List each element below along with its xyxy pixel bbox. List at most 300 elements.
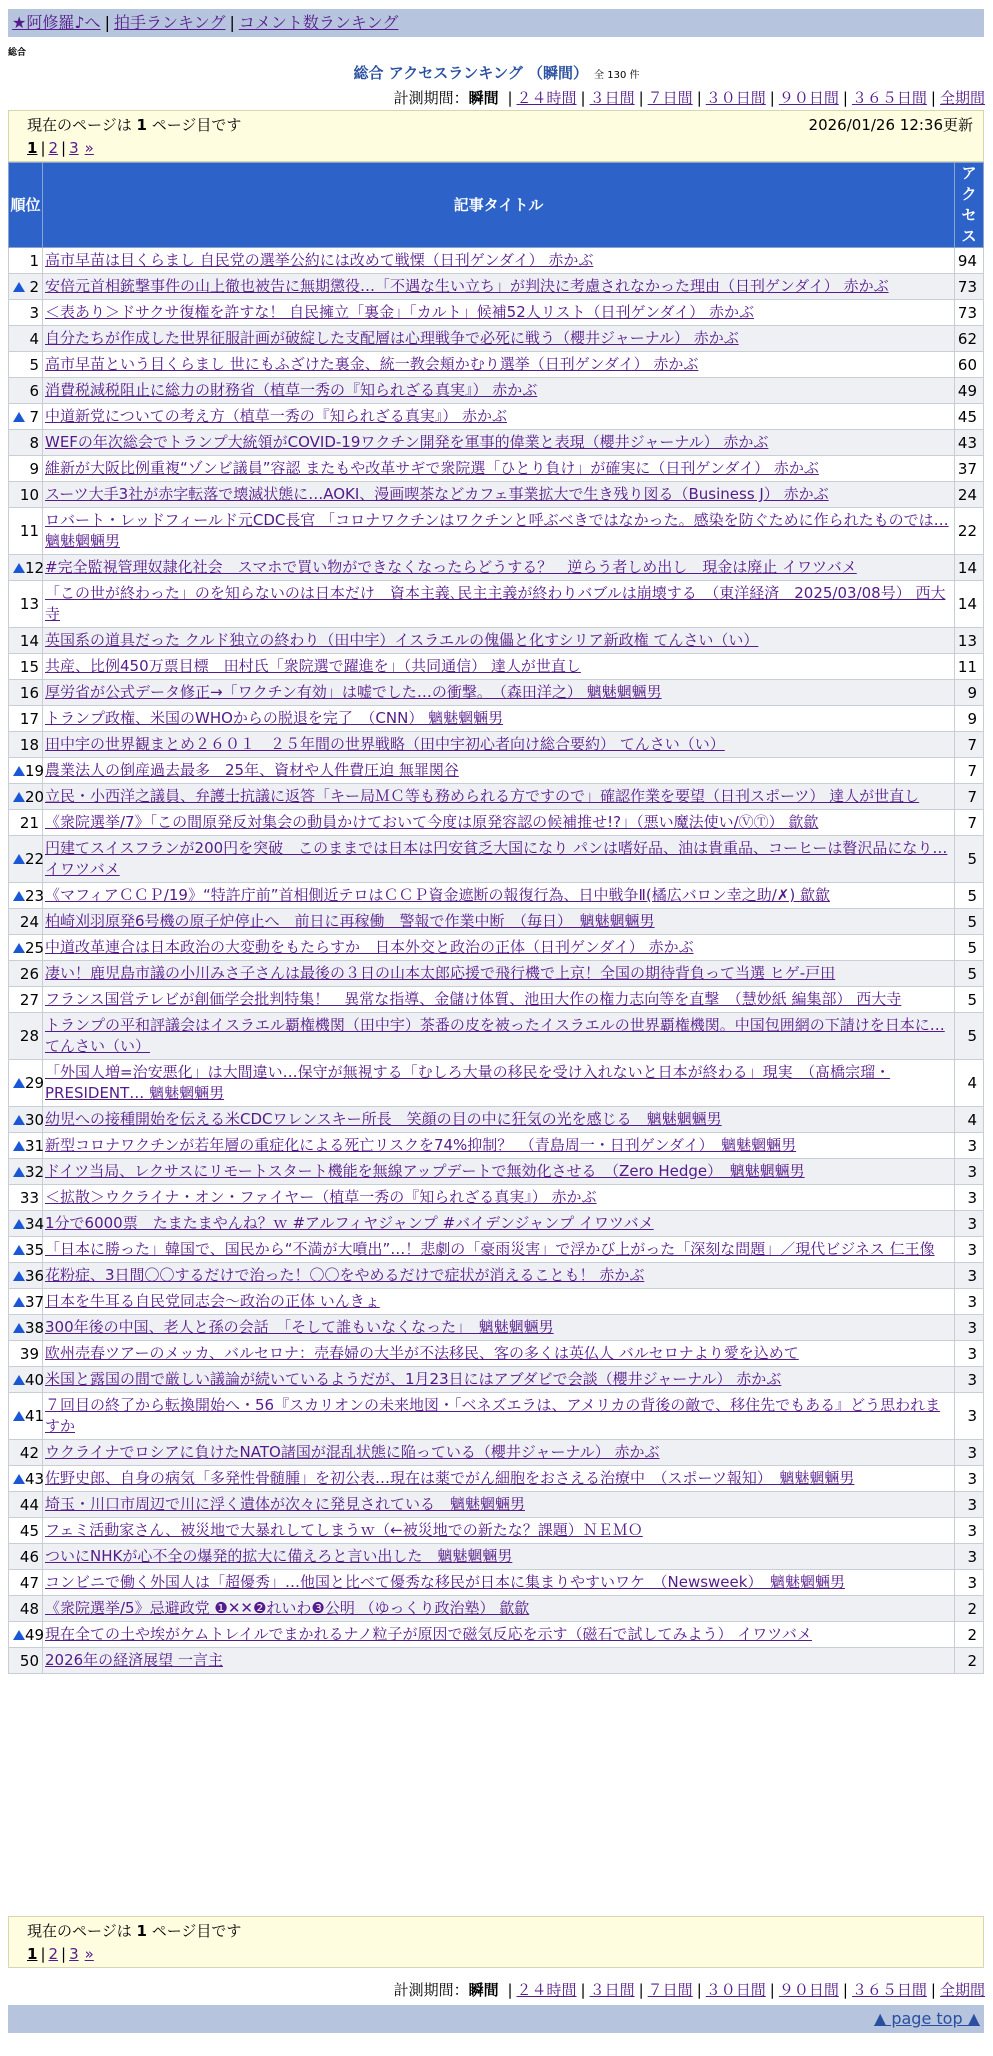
- period-option-link[interactable]: ３日間: [589, 89, 635, 107]
- article-title-link[interactable]: フェミ活動家さん、被災地で大暴れしてしまうｗ（←被災地での新たな？課題）ＮＥＭＯ: [45, 1521, 643, 1539]
- period-separator: |: [930, 89, 936, 107]
- rank-number: 21: [19, 813, 39, 832]
- rank-number: 36: [25, 1266, 45, 1285]
- article-title-link[interactable]: 1分で6000票 たまたまやんね？ｗ #アルフィヤジャンプ #バイデンジャンプ イワツバメ: [45, 1214, 654, 1232]
- period-option-link[interactable]: ３０日間: [705, 1981, 766, 1999]
- access-count: 3: [955, 1263, 984, 1289]
- ranking-row: [9, 1289, 984, 1315]
- article-title-link[interactable]: 英国系の道具だった クルド独立の終わり（田中宇）イスラエルの傀儡と化すシリア新政権 てんさい（い）: [45, 631, 759, 649]
- rank-number: 24: [19, 912, 39, 931]
- access-count: 4: [955, 1107, 984, 1133]
- rank-number: 16: [19, 683, 39, 702]
- ranking-row: [9, 482, 984, 508]
- article-title-link[interactable]: 立民・小西洋之議員、弁護士抗議に返答「キー局ＭＣ等も務められる方ですので」確認作業を要望（日刊スポーツ） 達人が世直し: [45, 787, 920, 805]
- article-title-link[interactable]: 300年後の中国、老人と孫の会話 「そして誰もいなくなった」 魑魅魍魎男: [45, 1318, 554, 1336]
- article-title-link[interactable]: 米国と露国の間で厳しい議論が続いているようだが、1月23日にはアブダビで会談（櫻井ジャーナル） 赤かぶ: [45, 1370, 782, 1388]
- rank-number: 34: [25, 1214, 45, 1233]
- rank-cell: [9, 404, 43, 430]
- article-title-link[interactable]: 花粉症、3日間〇〇するだけで治った！〇〇をやめるだけで症状が消えることも！ 赤かぶ: [45, 1266, 645, 1284]
- access-count: 73: [955, 300, 984, 326]
- access-count: 3: [955, 1315, 984, 1341]
- rank-up-arrow-icon: [13, 1375, 25, 1385]
- rank-number: 48: [19, 1599, 39, 1618]
- article-title-link[interactable]: 維新が大阪比例重複“ゾンビ議員”容認 またもや改革サギで衆院選「ひとり負け」が確実に（日刊ゲンダイ） 赤かぶ: [45, 459, 819, 477]
- article-title-link[interactable]: 2026年の経済展望 一言主: [45, 1651, 223, 1669]
- title-cell: [43, 274, 955, 300]
- title-cell: [43, 1133, 955, 1159]
- title-cell: [43, 1648, 955, 1674]
- rank-number: 13: [19, 595, 39, 613]
- period-option-link[interactable]: ９０日間: [778, 1981, 839, 1999]
- page-info-box: [8, 110, 984, 162]
- rank-cell: [9, 1492, 43, 1518]
- rank-number: 47: [19, 1573, 39, 1592]
- access-count: 9: [955, 706, 984, 732]
- rank-cell: [9, 1263, 43, 1289]
- access-count: 3: [955, 1466, 984, 1492]
- rank-cell: [9, 482, 43, 508]
- article-title-link[interactable]: 「この世が終わった」のを知らないのは日本だけ 資本主義､民主主義が終わりバブルは崩壊する （東洋経済 2025/03/08号） 西大寺: [45, 584, 946, 623]
- access-count: 11: [955, 654, 984, 680]
- rank-cell: [9, 732, 43, 758]
- article-title-link[interactable]: ウクライナでロシアに負けたNATO諸国が混乱状態に陥っている（櫻井ジャーナル） 赤かぶ: [45, 1443, 660, 1461]
- ranking-row: [9, 1518, 984, 1544]
- page-info-box-bottom: [8, 1916, 984, 1968]
- rank-up-arrow-icon: [13, 1115, 25, 1125]
- rank-cell: [9, 1622, 43, 1648]
- rank-up-arrow-icon: [13, 766, 25, 776]
- rank-number: 7: [29, 407, 39, 426]
- category-tag: 総合: [8, 48, 27, 58]
- current-page-text: 現在のページは 1 ページ目です: [27, 1922, 242, 1940]
- rank-cell: [9, 883, 43, 909]
- period-current: 瞬間: [468, 89, 499, 107]
- article-title-link[interactable]: 「日本に勝った」韓国で、国民から“不満が大噴出”…！悲劇の「豪雨災害」で浮かび上がった「深刻な問題」／現代ビジネス 仁王像: [45, 1240, 935, 1258]
- rank-cell: [9, 1107, 43, 1133]
- ranking-row: [9, 1596, 984, 1622]
- article-title-link[interactable]: スーツ大手3社が赤字転落で壊滅状態に…AOKI、漫画喫茶などカフェ事業拡大で生き残り図る（Business J） 赤かぶ: [45, 485, 829, 503]
- ranking-row: [9, 1544, 984, 1570]
- next-page-link[interactable]: »: [84, 1945, 94, 1963]
- page-link[interactable]: 3: [69, 139, 79, 157]
- title-cell: [43, 1263, 955, 1289]
- rank-number: 43: [25, 1469, 45, 1488]
- access-count: 73: [955, 274, 984, 300]
- pager-separator: |: [61, 139, 67, 157]
- period-separator: |: [769, 89, 775, 107]
- period-separator: |: [842, 1981, 848, 1999]
- title-cell: [43, 1622, 955, 1648]
- article-title-link[interactable]: 安倍元首相銃撃事件の山上徹也被告に無期懲役…「不遇な生い立ち」が判決に考慮されなかった理由（日刊ゲンダイ） 赤かぶ: [45, 277, 889, 295]
- ranking-row: [9, 1570, 984, 1596]
- period-option-link[interactable]: 全期間: [939, 89, 985, 107]
- article-title-link[interactable]: 欧州売春ツアーのメッカ、バルセロナ：売春婦の大半が不法移民、客の多くは英仏人 バルセロナより愛を込めて: [45, 1344, 799, 1362]
- article-title-link[interactable]: 高市早苗は目くらまし 自民党の選挙公約には改めて戦慄（日刊ゲンダイ） 赤かぶ: [45, 251, 594, 269]
- rank-cell: [9, 1440, 43, 1466]
- rank-number: 19: [25, 761, 45, 780]
- rank-up-arrow-icon: [13, 1630, 25, 1640]
- next-page-link[interactable]: »: [84, 139, 94, 157]
- page-top-link[interactable]: ▲ page top ▲: [873, 2009, 980, 2028]
- ranking-row: [9, 1263, 984, 1289]
- rank-number: 12: [25, 558, 45, 577]
- access-count: 5: [955, 836, 984, 883]
- title-cell: [43, 1185, 955, 1211]
- ranking-row: [9, 1648, 984, 1674]
- pagination: [27, 139, 973, 157]
- rank-cell: [9, 1648, 43, 1674]
- ranking-row: [9, 248, 984, 274]
- period-separator: |: [930, 1981, 936, 1999]
- nav-separator: |: [229, 13, 235, 32]
- title-cell: [43, 1315, 955, 1341]
- access-count: 5: [955, 883, 984, 909]
- title-cell: [43, 1518, 955, 1544]
- rank-up-arrow-icon: [13, 1078, 25, 1088]
- rank-up-arrow-icon: [13, 792, 25, 802]
- period-option-link[interactable]: ９０日間: [778, 89, 839, 107]
- title-cell: [43, 810, 955, 836]
- rank-number: 2: [29, 277, 39, 296]
- title-cell: [43, 1060, 955, 1107]
- rank-number: 33: [19, 1188, 39, 1207]
- rank-number: 32: [25, 1162, 45, 1181]
- title-cell: [43, 1289, 955, 1315]
- access-count: 3: [955, 1159, 984, 1185]
- pager-separator: |: [40, 1945, 46, 1963]
- title-cell: [43, 1341, 955, 1367]
- rank-number: 27: [19, 990, 39, 1009]
- rank-number: 35: [25, 1240, 45, 1259]
- article-title-link[interactable]: 中道改革連合は日本政治の大変動をもたらすか 日本外交と政治の正体（日刊ゲンダイ） 赤かぶ: [45, 938, 694, 956]
- title-cell: [43, 784, 955, 810]
- rank-cell: [9, 680, 43, 706]
- title-cell: [43, 352, 955, 378]
- access-count: 7: [955, 732, 984, 758]
- title-cell: [43, 909, 955, 935]
- ranking-row: [9, 1341, 984, 1367]
- rank-cell: [9, 961, 43, 987]
- period-separator: |: [580, 1981, 586, 1999]
- access-count: 60: [955, 352, 984, 378]
- article-title-link[interactable]: 《衆院選挙/7》「この間原発反対集会の動員かけておいて今度は原発容認の候補推せ!?」（悪い魔法使い/ⓋⓉ） 歙歙: [45, 813, 819, 831]
- article-title-link[interactable]: 佐野史郎、自身の病気「多発性骨髄腫」を初公表…現在は薬でがん細胞をおさえる治療中 （スポーツ報知） 魑魅魍魎男: [45, 1469, 855, 1487]
- access-count: 37: [955, 456, 984, 482]
- article-title-link[interactable]: 凄い！鹿児島市議の小川みさ子さんは最後の３日の山本太郎応援で飛行機で上京！全国の期待背負って当選 ヒゲ-戸田: [45, 964, 836, 982]
- access-count: 24: [955, 482, 984, 508]
- rank-cell: [9, 1367, 43, 1393]
- article-title-link[interactable]: 《衆院選挙/5》忌避政党 ❶✕✕❷れいわ❸公明 （ゆっくり政治塾） 歙歙: [45, 1599, 530, 1617]
- rank-number: 31: [25, 1136, 45, 1155]
- period-separator: |: [580, 89, 586, 107]
- article-title-link[interactable]: WEFの年次総会でトランプ大統領がCOVID-19ワクチン開発を軍事的偉業と表現（櫻井ジャーナル） 赤かぶ: [45, 433, 769, 451]
- article-title-link[interactable]: トランプ政権、米国のWHOからの脱退を完了 （CNN） 魑魅魍魎男: [45, 709, 504, 727]
- ranking-row: [9, 654, 984, 680]
- ranking-table: [8, 162, 984, 1674]
- title-cell: [43, 961, 955, 987]
- rank-number: 39: [19, 1344, 39, 1363]
- access-count: 5: [955, 987, 984, 1013]
- rank-cell: [9, 1185, 43, 1211]
- ranking-row: [9, 987, 984, 1013]
- rank-cell: [9, 1013, 43, 1060]
- title-cell: [43, 1596, 955, 1622]
- period-label: 計測期間：: [393, 1981, 469, 1999]
- article-title-link[interactable]: 新型コロナワクチンが若年層の重症化による死亡リスクを74%抑制？ （青島周一・日刊ゲンダイ） 魑魅魍魎男: [45, 1136, 797, 1154]
- rank-number: 8: [29, 433, 39, 452]
- article-title-link[interactable]: 農業法人の倒産過去最多 25年、資材や人件費圧迫 無罪関谷: [45, 761, 459, 779]
- ranking-row: [9, 1060, 984, 1107]
- rank-cell: [9, 935, 43, 961]
- rank-number: 11: [19, 522, 39, 540]
- title-cell: [43, 654, 955, 680]
- title-cell: [43, 987, 955, 1013]
- rank-number: 4: [29, 329, 39, 348]
- article-title-link[interactable]: 中道新党についての考え方（植草一秀の『知られざる真実』） 赤かぶ: [45, 407, 507, 425]
- access-count: 3: [955, 1492, 984, 1518]
- access-count: 5: [955, 909, 984, 935]
- pager-separator: |: [61, 1945, 67, 1963]
- title-cell: [43, 732, 955, 758]
- rank-cell: [9, 456, 43, 482]
- period-option-link[interactable]: ７日間: [647, 89, 693, 107]
- ranking-title-block: [0, 62, 993, 83]
- period-option-link[interactable]: ３日間: [589, 1981, 635, 1999]
- title-cell: [43, 581, 955, 628]
- article-title-link[interactable]: #完全監視管理奴隷化社会 スマホで買い物ができなくなったらどうする？ 逆らう者しめ出し 現金は廃止 イワツバメ: [45, 558, 857, 576]
- rank-number: 46: [19, 1547, 39, 1566]
- ranking-row: [9, 732, 984, 758]
- title-cell: [43, 326, 955, 352]
- page-link[interactable]: 2: [48, 139, 59, 157]
- ranking-row: [9, 1159, 984, 1185]
- rank-up-arrow-icon: [13, 412, 25, 422]
- rank-number: 28: [19, 1027, 39, 1045]
- rank-number: 1: [29, 251, 39, 270]
- rank-up-arrow-icon: [13, 1245, 25, 1255]
- period-option-link[interactable]: ７日間: [647, 1981, 693, 1999]
- period-separator: |: [769, 1981, 775, 1999]
- ranking-row: [9, 628, 984, 654]
- rank-cell: [9, 326, 43, 352]
- period-option-link[interactable]: ２４時間: [516, 89, 577, 107]
- access-count: 3: [955, 1211, 984, 1237]
- rank-up-arrow-icon: [13, 282, 25, 292]
- rank-cell: [9, 706, 43, 732]
- ranking-row: [9, 1107, 984, 1133]
- title-cell: [43, 758, 955, 784]
- rank-number: 37: [25, 1292, 45, 1311]
- page-link[interactable]: 3: [69, 1945, 79, 1963]
- ranking-row: [9, 883, 984, 909]
- rank-number: 17: [19, 709, 39, 728]
- title-cell: [43, 1492, 955, 1518]
- title-cell: [43, 1107, 955, 1133]
- title-cell: [43, 248, 955, 274]
- access-count: 3: [955, 1133, 984, 1159]
- period-separator: |: [638, 89, 644, 107]
- article-title-link[interactable]: ＜拡散＞ウクライナ・オン・ファイヤー（植草一秀の『知られざる真実』） 赤かぶ: [45, 1188, 597, 1206]
- period-option-link[interactable]: 全期間: [939, 1981, 985, 1999]
- ranking-row: [9, 1466, 984, 1492]
- title-cell: [43, 1466, 955, 1492]
- title-cell: [43, 378, 955, 404]
- access-count: 3: [955, 1440, 984, 1466]
- ranking-row: [9, 300, 984, 326]
- rank-number: 20: [25, 787, 45, 806]
- period-option-link[interactable]: ３０日間: [705, 89, 766, 107]
- rank-cell: [9, 1237, 43, 1263]
- rank-up-arrow-icon: [13, 1411, 25, 1421]
- rank-up-arrow-icon: [13, 943, 25, 953]
- title-cell: [43, 706, 955, 732]
- access-count: 4: [955, 1060, 984, 1107]
- ranking-row: [9, 909, 984, 935]
- rank-up-arrow-icon: [13, 1271, 25, 1281]
- page-link[interactable]: 2: [48, 1945, 59, 1963]
- access-count: 7: [955, 758, 984, 784]
- title-cell: [43, 508, 955, 555]
- comment-ranking-link[interactable]: コメント数ランキング: [238, 13, 399, 32]
- access-count: 22: [955, 508, 984, 555]
- updated-timestamp: 2026/01/26 12:36更新: [808, 116, 973, 134]
- article-title-link[interactable]: 埼玉・川口市周辺で川に浮く遺体が次々に発見されている 魑魅魍魎男: [45, 1495, 526, 1513]
- ranking-row: [9, 430, 984, 456]
- title-cell: [43, 935, 955, 961]
- rank-number: 40: [25, 1370, 45, 1389]
- access-count: 3: [955, 1341, 984, 1367]
- ranking-row: [9, 706, 984, 732]
- article-title-link[interactable]: 共産、比例450万票目標 田村氏「衆院選で躍進を」（共同通信） 達人が世直し: [45, 657, 581, 675]
- access-count: 5: [955, 935, 984, 961]
- ranking-row: [9, 1315, 984, 1341]
- col-header-rank: 順位: [9, 163, 43, 248]
- title-cell: [43, 1237, 955, 1263]
- title-cell: [43, 1570, 955, 1596]
- article-title-link[interactable]: トランプの平和評議会はイスラエル覇権機関（田中宇）茶番の皮を被ったイスラエルの世界覇権機関。中国包囲網の下請けを日本に… てんさい（い）: [45, 1016, 945, 1055]
- ranking-row: [9, 1211, 984, 1237]
- access-count: 3: [955, 1237, 984, 1263]
- rank-number: 30: [25, 1110, 45, 1129]
- rank-number: 6: [29, 381, 39, 400]
- rank-cell: [9, 784, 43, 810]
- article-title-link[interactable]: 厚労省が公式データ修正→「ワクチン有効」は嘘でした…の衝撃。 （森田洋之） 魑魅魍魎男: [45, 683, 662, 701]
- access-count: 7: [955, 810, 984, 836]
- period-separator: |: [507, 89, 513, 107]
- rank-cell: [9, 1315, 43, 1341]
- access-count: 3: [955, 1289, 984, 1315]
- rank-number: 41: [25, 1407, 45, 1425]
- access-count: 62: [955, 326, 984, 352]
- ranking-row: [9, 961, 984, 987]
- article-title-link[interactable]: ＜表あり＞ドサクサ復権を許すな！ 自民擁立「裏金」「カルト」候補52人リスト（日刊ゲンダイ） 赤かぶ: [45, 303, 755, 321]
- article-title-link[interactable]: フランス国営テレビが創価学会批判特集！ 異常な指導、金儲け体質、池田大作の権力志向等を直撃 （慧妙紙 編集部） 西大寺: [45, 990, 902, 1008]
- title-cell: [43, 628, 955, 654]
- article-title-link[interactable]: 日本を牛耳る自民党同志会～政治の正体 いんきょ: [45, 1292, 380, 1310]
- clap-ranking-link[interactable]: 拍手ランキング: [113, 13, 226, 32]
- access-count: 5: [955, 1013, 984, 1060]
- rank-number: 50: [19, 1651, 39, 1670]
- rank-up-arrow-icon: [13, 1141, 25, 1151]
- access-count: 13: [955, 628, 984, 654]
- pagination: [27, 1945, 973, 1963]
- article-title-link[interactable]: ロバート・レッドフィールド元CDC長官 「コロナワクチンはワクチンと呼ぶべきではなかった。感染を防ぐために作られたものでは… 魑魅魍魎男: [45, 511, 949, 550]
- rank-up-arrow-icon: [13, 563, 25, 573]
- ranking-row: [9, 836, 984, 883]
- title-cell: [43, 883, 955, 909]
- article-title-link[interactable]: ついにNHKが心不全の爆発的拡大に備えろと言い出した 魑魅魍魎男: [45, 1547, 513, 1565]
- period-separator: |: [696, 89, 702, 107]
- rank-number: 3: [29, 303, 39, 322]
- article-title-link[interactable]: ７回目の終了から転換開始へ・56『スカリオンの未来地図・「ベネズエラは、アメリカの背後の敵で、移住先でもある』どう思われますか: [45, 1396, 941, 1435]
- title-cell: [43, 1393, 955, 1440]
- ranking-row: [9, 326, 984, 352]
- rank-number: 10: [19, 485, 39, 504]
- rank-cell: [9, 1341, 43, 1367]
- rank-number: 49: [25, 1625, 45, 1644]
- top-nav-bar: [8, 9, 984, 37]
- title-cell: [43, 456, 955, 482]
- rank-number: 15: [19, 657, 39, 676]
- ranking-row: [9, 508, 984, 555]
- article-title-link[interactable]: 高市早苗という目くらまし 世にもふざけた裏金、統一教会頬かむり選挙（日刊ゲンダイ） 赤かぶ: [45, 355, 699, 373]
- article-title-link[interactable]: 円建てスイスフランが200円を突破 このままでは日本は円安貧乏大国になり パンは嗜好品、油は貴重品、コーヒーは贅沢品になり… イワツバメ: [45, 839, 948, 878]
- ranking-row: [9, 1013, 984, 1060]
- title-cell: [43, 555, 955, 581]
- article-title-link[interactable]: 田中宇の世界観まとめ２６０１ ２５年間の世界戦略（田中宇初心者向け総合要約） てんさい（い）: [45, 735, 725, 753]
- ranking-row: [9, 680, 984, 706]
- rank-up-arrow-icon: [13, 1323, 25, 1333]
- rank-number: 45: [19, 1521, 39, 1540]
- ranking-row: [9, 1237, 984, 1263]
- period-option-link[interactable]: ３６５日間: [851, 1981, 927, 1999]
- nav-separator: |: [104, 13, 110, 32]
- article-title-link[interactable]: 現在全ての土や埃がケムトレイルでまかれるナノ粒子が原因で磁気反応を示す（磁石で試してみよう） イワツバメ: [45, 1625, 812, 1643]
- ranking-row: [9, 1185, 984, 1211]
- rank-cell: [9, 555, 43, 581]
- article-title-link[interactable]: 幼児への接種開始を伝える米CDCワレンスキー所長 笑顔の目の中に狂気の光を感じる 魑魅魍魎男: [45, 1110, 722, 1128]
- access-count: 94: [955, 248, 984, 274]
- rank-number: 42: [19, 1443, 39, 1462]
- rank-cell: [9, 1211, 43, 1237]
- rank-cell: [9, 1289, 43, 1315]
- period-option-link[interactable]: ３６５日間: [851, 89, 927, 107]
- rank-cell: [9, 1159, 43, 1185]
- page-link: 1: [27, 139, 38, 157]
- article-title-link[interactable]: 「外国人増=治安悪化」は大間違い…保守が無視する「むしろ大量の移民を受け入れないと日本が終わる」現実 （髙橋宗瑠・PRESIDENT… 魑魅魍魎男: [45, 1063, 891, 1102]
- article-title-link[interactable]: 柏崎刈羽原発6号機の原子炉停止へ 前日に再稼働 警報で作業中断 （毎日） 魑魅魍魎男: [45, 912, 655, 930]
- ranking-row: [9, 810, 984, 836]
- period-option-link[interactable]: ２４時間: [516, 1981, 577, 1999]
- access-count: 9: [955, 680, 984, 706]
- rank-up-arrow-icon: [13, 891, 25, 901]
- article-title-link[interactable]: 自分たちが作成した世界征服計画が破綻した支配層は心理戦争で必死に戦う（櫻井ジャーナル） 赤かぶ: [45, 329, 739, 347]
- article-title-link[interactable]: 《マフィアＣＣＰ/19》“特許庁前”首相側近テロはＣＣＰ資金遮断の報復行為、日中戦争Ⅱ(橘広バロン幸之助/✗) 歙歙: [45, 886, 830, 904]
- ranking-row: [9, 274, 984, 300]
- article-title-link[interactable]: コンビニで働く外国人は「超優秀」…他国と比べて優秀な移民が日本に集まりやすいワケ （Newsweek） 魑魅魍魎男: [45, 1573, 845, 1591]
- ranking-row: [9, 352, 984, 378]
- article-title-link[interactable]: 消費税減税阻止に総力の財務省（植草一秀の『知られざる真実』） 赤かぶ: [45, 381, 538, 399]
- rank-up-arrow-icon: [13, 854, 25, 864]
- rank-cell: [9, 1518, 43, 1544]
- home-link[interactable]: ★阿修羅♪へ: [12, 13, 101, 32]
- access-count: 45: [955, 404, 984, 430]
- article-title-link[interactable]: ドイツ当局、レクサスにリモートスタート機能を無線アップデートで無効化させる （Zero Hedge） 魑魅魍魎男: [45, 1162, 805, 1180]
- access-count: 43: [955, 430, 984, 456]
- ranking-row: [9, 1622, 984, 1648]
- title-cell: [43, 430, 955, 456]
- rank-number: 26: [19, 964, 39, 983]
